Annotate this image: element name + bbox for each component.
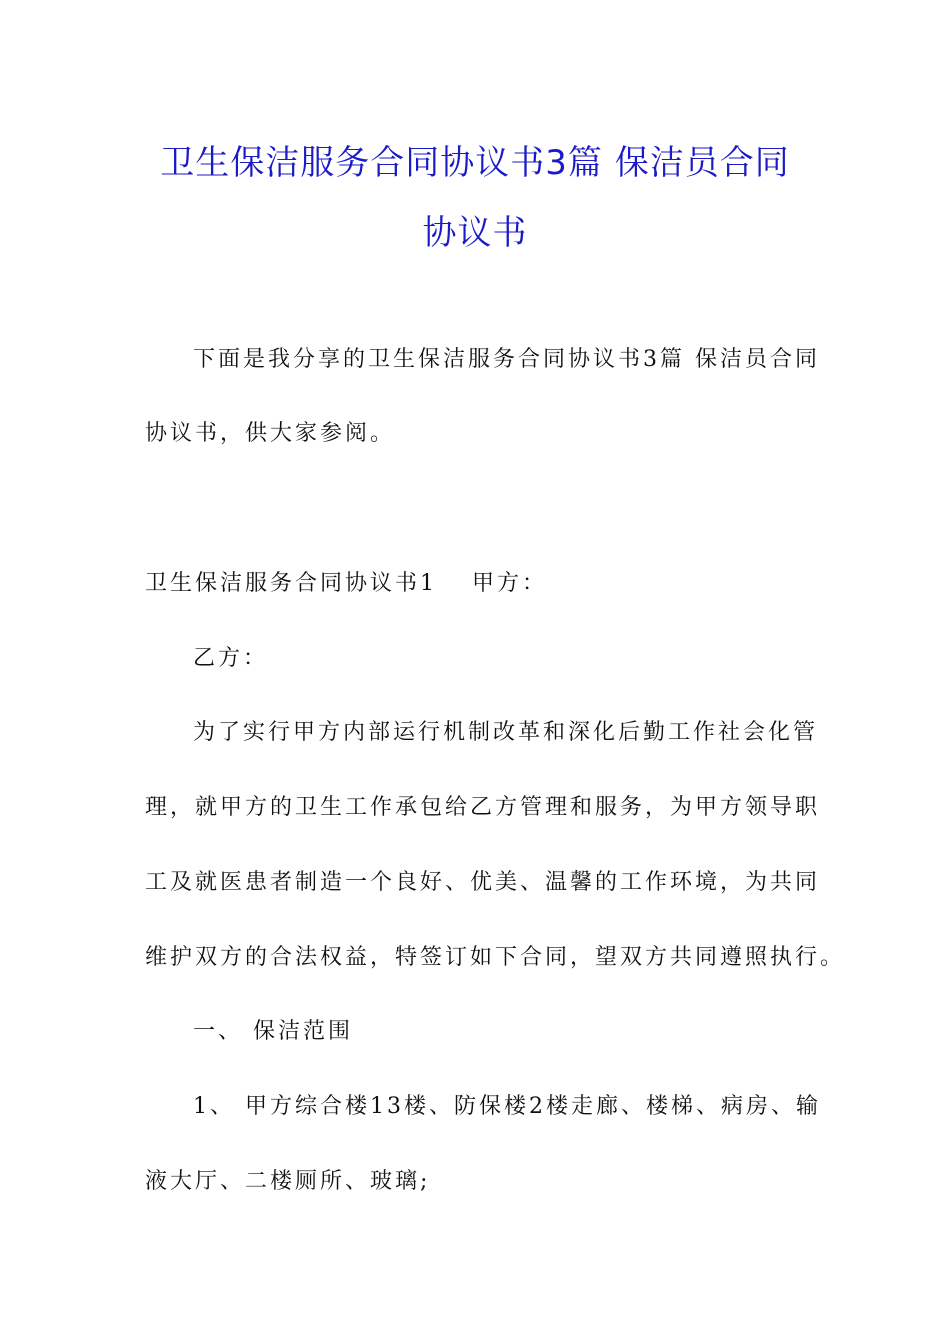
document-title-line-2: 协议书 xyxy=(422,213,528,253)
paragraph-line-1: 为了实行甲方内部运行机制改革和深化后勤工作社会化管 xyxy=(193,720,819,745)
paragraph-line-2: 理，就甲方的卫生工作承包给乙方管理和服务，为甲方领导职 xyxy=(145,795,821,820)
party-b-label: 乙方： xyxy=(193,646,269,671)
section-heading: 卫生保洁服务合同协议书1 xyxy=(145,571,437,596)
document-title-line-1: 卫生保洁服务合同协议书3篇 保洁员合同 xyxy=(160,143,790,183)
list-item-line-1: 1、 甲方综合楼13楼、防保楼2楼走廊、楼梯、病房、输 xyxy=(193,1094,821,1119)
intro-paragraph-line-2: 协议书，供大家参阅。 xyxy=(145,421,396,446)
paragraph-line-4: 维护双方的合法权益，特签订如下合同，望双方共同遵照执行。 xyxy=(145,945,846,970)
list-item-line-2: 液大厅、二楼厕所、玻璃; xyxy=(145,1169,431,1194)
paragraph-line-3: 工及就医患者制造一个良好、优美、温馨的工作环境，为共同 xyxy=(145,870,821,895)
party-a-label: 甲方： xyxy=(472,571,548,596)
intro-paragraph-line-1: 下面是我分享的卫生保洁服务合同协议书3篇 保洁员合同 xyxy=(193,347,820,372)
clause-heading: 一、 保洁范围 xyxy=(193,1019,353,1044)
